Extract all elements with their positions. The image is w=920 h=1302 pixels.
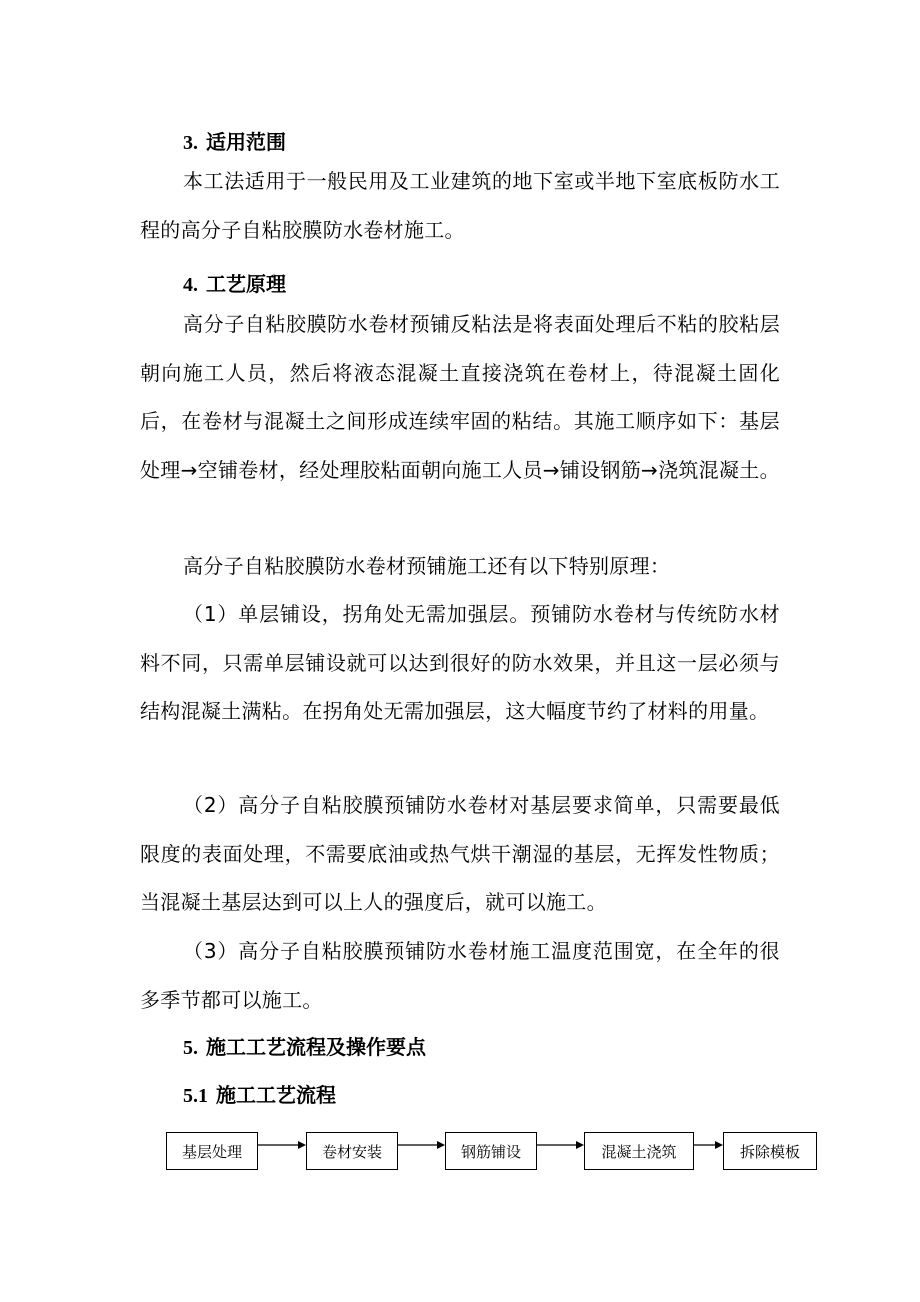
section-4-heading: [183, 270, 286, 299]
section-number: 5.1: [183, 1085, 208, 1107]
section-3-body: 本工法适用于一般民用及工业建筑的地下室或半地下室底板防水工程的高分子自粘胶膜防水卷材施工。: [140, 169, 780, 242]
flow-step-box: 拆除模板: [723, 1132, 817, 1170]
flow-step-box: 混凝土浇筑: [584, 1132, 694, 1170]
section-title: 工艺原理: [206, 272, 286, 296]
principle-1-paragraph: （1）单层铺设，拐角处无需加强层。预铺防水卷材与传统防水材料不同，只需单层铺设就可以达到很好的防水效果，并且这一层必须与结构混凝土满粘。在拐角处无需加强层，这大幅度节约了材料的用量。: [140, 602, 780, 723]
flow-step-box: 基层处理: [166, 1132, 258, 1170]
principle-3-paragraph: （3）高分子自粘胶膜预铺防水卷材施工温度范围宽，在全年的很多季节都可以施工。: [140, 939, 780, 1012]
section-4-paragraph-2: 高分子自粘胶膜防水卷材预铺施工还有以下特别原理：: [183, 554, 671, 578]
process-flow-diagram: [166, 1132, 826, 1172]
flow-arrow-icon: [398, 1132, 445, 1170]
section-title: 施工工艺流程及操作要点: [206, 1035, 426, 1059]
section-number: 3.: [183, 132, 198, 154]
section-title: 施工工艺流程: [216, 1083, 336, 1107]
section-number: 4.: [183, 274, 198, 296]
section-4-paragraph-1: 高分子自粘胶膜防水卷材预铺反粘法是将表面处理后不粘的胶粘层朝向施工人员，然后将液态混凝土直接浇筑在卷材上，待混凝土固化后，在卷材与混凝土之间形成连续牢固的粘结。其施工顺序如下：基层处理→空铺卷材，经处理胶粘面朝向施工人员→铺设钢筋→浇筑混凝土。: [140, 312, 780, 482]
flow-arrow-icon: [258, 1132, 306, 1170]
section-title: 适用范围: [206, 130, 286, 154]
section-number: 5.: [183, 1037, 198, 1059]
flow-step-box: 钢筋铺设: [445, 1132, 537, 1170]
flow-arrow-icon: [537, 1132, 584, 1170]
section-5-1-heading: [183, 1081, 336, 1110]
flow-step-box: 卷材安装: [306, 1132, 398, 1170]
section-5-heading: [183, 1033, 426, 1062]
principle-2-paragraph: （2）高分子自粘胶膜预铺防水卷材对基层要求简单，只需要最低限度的表面处理，不需要底油或热气烘干潮湿的基层，无挥发性物质；当混凝土基层达到可以上人的强度后，就可以施工。: [140, 793, 780, 914]
section-3-heading: [183, 128, 286, 157]
flow-arrow-icon: [694, 1132, 723, 1170]
